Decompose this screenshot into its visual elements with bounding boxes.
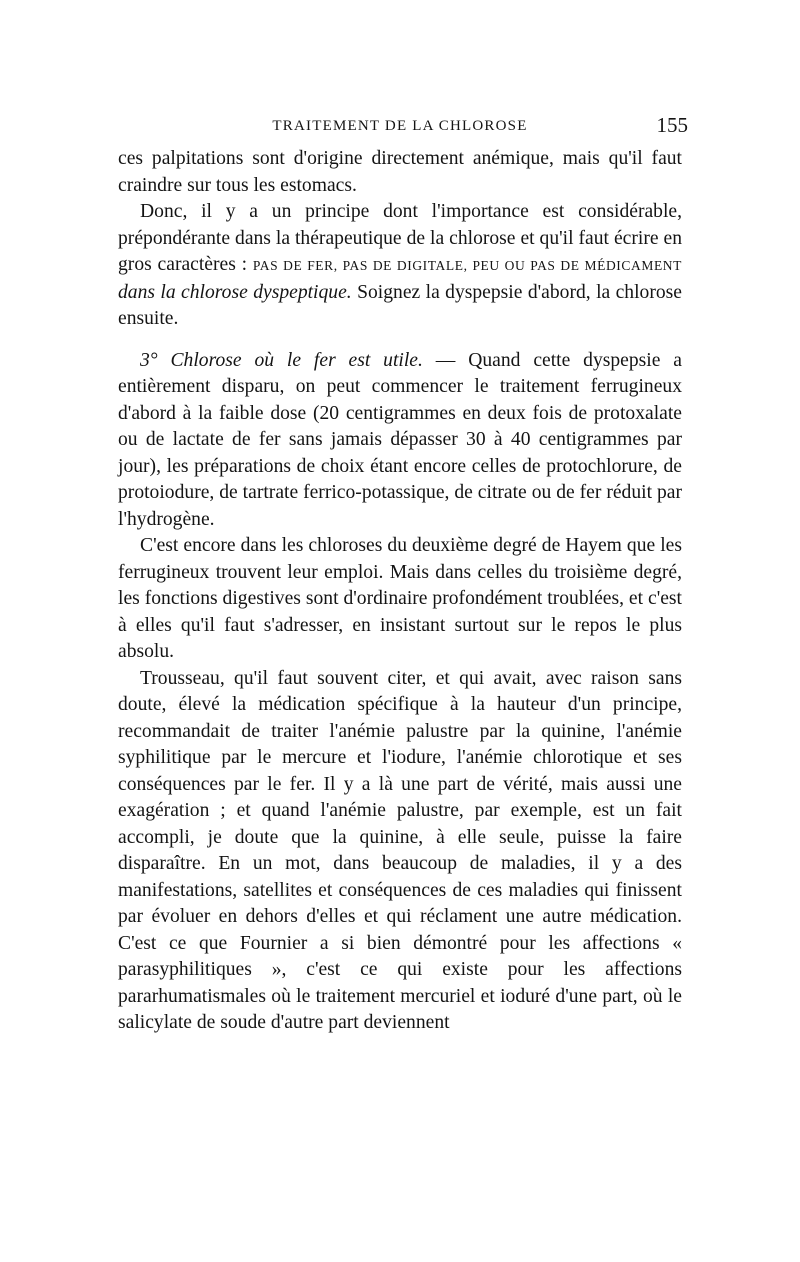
page-number: 155 bbox=[656, 113, 688, 137]
principle-conclusion: Soignez la dyspepsie d'abord, la chlorose ensuite. bbox=[118, 281, 682, 329]
paragraph-continuation: ces palpitations sont d'origine directement anémique, mais qu'il faut craindre sur tous les estomacs. bbox=[118, 148, 682, 196]
book-page bbox=[118, 113, 688, 1037]
principle-text: Donc, il y a un principe dont l'importance est considérable, prépondérante dans la thérapeutique de la chlorose et qu'il faut écrire en gros caractères : bbox=[118, 201, 682, 275]
running-title: TRAITEMENT DE LA CHLOROSE bbox=[272, 118, 528, 134]
paragraph-principle bbox=[118, 199, 682, 333]
paragraph-hayem: C'est encore dans les chloroses du deuxième degré de Hayem que les ferrugineux trouvent leur emploi. Mais dans celles du troisième degré, les fonctions digestives sont d'ordinaire profondément troublées, et c'est à elles qu'il faut s'adresser, en insistant surtout sur le repos le plus absolu. bbox=[118, 535, 682, 662]
paragraph-section-3 bbox=[118, 348, 682, 534]
body-text bbox=[118, 146, 682, 1037]
page-header bbox=[118, 113, 688, 142]
paragraph-trousseau: Trousseau, qu'il faut souvent citer, et qui avait, avec raison sans doute, élevé la médication spécifique à la hauteur d'un principe, recommandait de traiter l'anémie palustre par la quinine, l'anémie syphilitique par le mercure et l'iodure, l'anémie chlorotique et ses conséquences par le fer. Il y a là une part de vérité, mais aussi une exagération ; et quand l'anémie palustre, par exemple, est un fait accompli, je doute que la quinine, à elle seule, puisse la faire disparaître. En un mot, dans beaucoup de maladies, il y a des manifestations, satellites et conséquences de ces maladies qui finissent par évoluer en dehors d'elles et qui réclament une autre médication. C'est ce que Fournier a si bien démontré pour les affections « parasyphilitiques », c'est ce qui existe pour les affections pararhumatismales où le traitement mercuriel et ioduré d'une part, où le salicylate de soude d'autre part deviennent bbox=[118, 667, 682, 1033]
principle-emphasis-caps: PAS DE FER, PAS DE DIGITALE, PEU OU PAS DE MÉDICAMENT bbox=[252, 258, 682, 273]
section-heading: 3° Chlorose où le fer est utile. bbox=[140, 349, 423, 371]
principle-emphasis-italic: dans la chlorose dyspeptique. bbox=[118, 281, 352, 303]
section-text: — Quand cette dyspepsie a entièrement disparu, on peut commencer le traitement ferrugineux d'abord à la faible dose (20 centigrammes en deux fois de protoxalate ou de lactate de fer sans jamais dépasser 30 à 40 centigrammes par jour), les préparations de choix étant encore celles de protochlorure, de protoiodure, de tartrate ferrico-potassique, de citrate ou de fer réduit par l'hydrogène. bbox=[118, 349, 682, 530]
